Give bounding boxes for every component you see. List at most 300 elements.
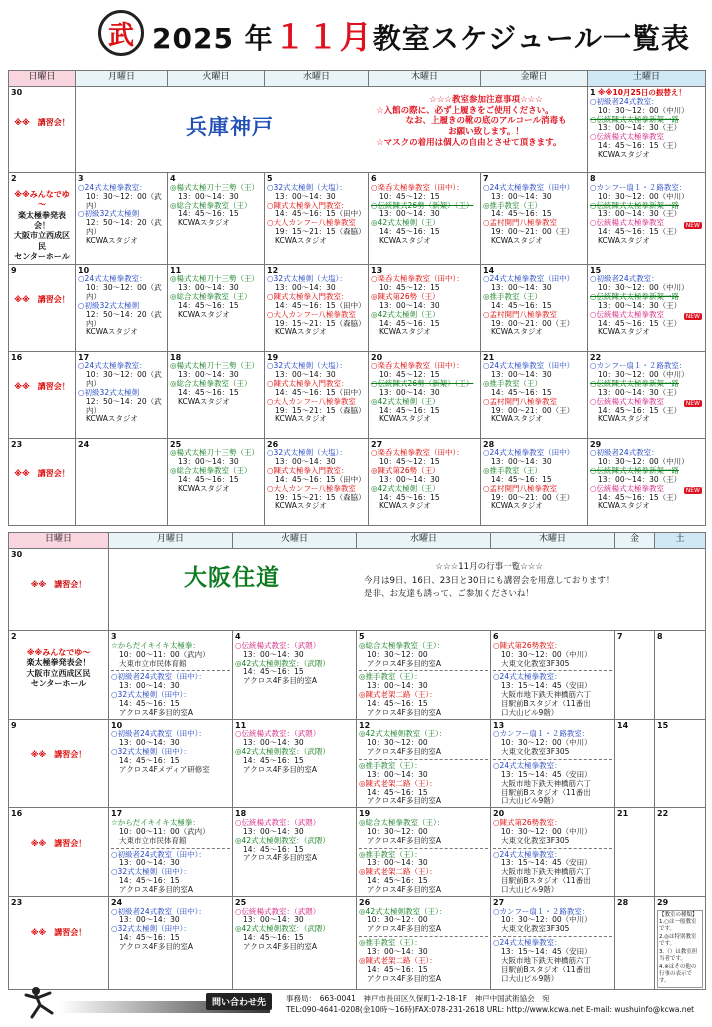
divider [359,848,488,849]
class-list [170,449,262,493]
osaka-week-row [9,631,706,720]
class-line: 14：45～16：15 [367,698,428,708]
class-line: ○32式太極剣（大塩）： [267,361,347,371]
class-line: 14：45～16：15（田中） [275,474,366,484]
class-list [590,184,703,246]
day-number: 20 [493,809,505,819]
osaka-week-row [9,549,706,631]
class-line: アクロス4F多目的室A [367,884,441,894]
class-list [235,642,354,686]
calendar-cell [655,896,706,989]
class-line: 13：15～14：45（安田） [501,769,592,779]
class-line: ○24式太極拳教室： [493,938,562,948]
weekday-header: 月曜日 [109,533,233,549]
class-list [590,362,703,424]
day-number: 10 [111,720,123,730]
class-line: 14：45～16：15 [178,387,239,397]
class-line: ◎推手教室（王） [483,200,543,210]
class-line: ○伝統陳式26勢（新架）（王） [371,379,474,389]
class-line: ○24式太極拳教室（田中） [483,448,575,458]
calendar-cell [357,896,491,989]
class-list [78,362,165,424]
calendar-cell [76,438,168,525]
day-number: 29 [590,439,602,449]
class-line: 14：45～16：15 [379,405,440,415]
day-number: 19 [359,809,371,819]
class-line: ○初級32式太極剣 [78,387,140,397]
class-line: ◎推手教室（王）： [359,849,422,859]
class-list [590,275,703,337]
contact-info: 事務局： 663-0041 神戸市長田区久保町1-2-18-1F 神戸中国武術協会 宛 TEL:090-4641-0208(金10時～16時)FAX:078-231-2618 URL: http://www.kcwa.net E-mail: wushuinfo@kcwa.net [286,994,695,1015]
kobe-schedule-table [8,70,706,526]
calendar-cell [233,719,357,808]
class-line: 13：00～14：30 [491,370,552,380]
event-note: ※※ 講習会！ [30,839,87,849]
class-line: 14：45～16：15 [243,667,304,677]
contact-label: 問い合わせ先 [206,993,272,1010]
class-line: 13：00～14：30 [379,209,440,219]
weekday-header: 木曜日 [369,71,481,87]
day-number: 18 [170,352,182,362]
class-line: KCWAスタジオ [598,414,650,424]
page-title: 2025 年１１月教室スケジュール一覧表 [152,18,691,56]
kobe-location-title: 兵庫神戸 [186,115,274,139]
day-number: 24 [78,439,90,449]
day-number: 29 [657,897,669,907]
class-line: ○24式太極拳教室（田中） [483,361,575,371]
day-number: 13 [493,720,505,730]
day-number: 5 [267,174,273,183]
divider [493,759,612,760]
class-line: ◎推手教室（王） [483,292,543,302]
calendar-cell [615,808,655,897]
class-line: 14：45～16：15 [367,964,428,974]
kobe-banner-cell [76,87,588,173]
class-line: 14：45～16：15 [491,209,552,219]
class-line: 14：45～16：15（田中） [275,209,366,219]
class-line: ○32式太極剣（田中）： [111,924,191,934]
osaka-week-row [9,896,706,989]
kobe-week-row [9,351,706,438]
day-number: 6 [493,632,499,641]
class-line: ◎陳式老架二路（王）： [359,778,437,788]
day-number: 2 [11,174,17,183]
weekday-header: 日曜日 [9,533,109,549]
class-line: 13：00～14：30 [178,370,239,380]
class-line: 19：15～21：15（森脇） [275,492,366,502]
class-line: アクロス4F多目的室A [367,973,441,983]
class-line: 13：00～14：30 [367,769,428,779]
class-line: 13：00～14：30 [119,858,180,868]
class-list [493,939,612,983]
class-line: ◎42式太極剣教室（王）： [359,729,447,739]
day-number: 26 [267,439,279,449]
new-badge: NEW [685,487,700,495]
class-list [111,642,230,669]
class-list [111,673,230,717]
class-line: ○初級32式太極剣 [78,300,140,310]
class-list [78,275,165,337]
class-line: 口大山ビル9階） [501,796,559,806]
class-line: 10：00～11：00（武内） [119,826,210,836]
day-number: 16 [11,809,23,819]
class-line: 13：00～14：30 [243,826,304,836]
class-list [371,362,478,424]
class-line: アクロス4F多目的室A [367,835,441,845]
class-line: 大阪市地下鉄天神橋筋六丁 [501,955,591,965]
class-line: 14：45～16：15 [491,300,552,310]
class-line: KCWAスタジオ [86,327,138,337]
class-line: 13：00～14：30 [367,858,428,868]
day-number: 15 [657,720,669,730]
class-line: ○伝統楊式教室：（武隈） [235,818,321,828]
class-list [590,449,703,511]
calendar-cell [369,264,481,351]
calendar-cell [76,351,168,438]
class-line: ◎陳式第26勢（王） [371,466,440,476]
class-list [359,908,488,935]
event-note: ※※みんなでゆ～ 楽太極拳発表会！ 大阪市立西成区民 センターホール [14,189,70,262]
class-line: 13：00～14：30 [491,283,552,293]
class-line: ○大人カンフー八極拳教室 [267,218,356,228]
class-line: 13：00～14：30（王） [598,387,682,397]
calendar-cell [481,351,588,438]
class-line: ○陳式太極拳入門教室： [267,466,349,476]
calendar-cell [481,173,588,265]
class-line: ○初級者24式教室： [590,96,659,106]
class-line: ○大人カンフー八極拳教室 [267,309,356,319]
event-note: ※※ 講習会！ [14,382,70,392]
class-line: 19：00～21：00（王） [491,318,575,328]
class-list [267,275,366,337]
class-line: アクロス4Fメディア研修室 [119,764,210,774]
calendar-cell [369,173,481,265]
day-number: 7 [617,632,623,641]
divider [359,936,488,937]
class-line: 10：30～12：00（武内） [86,370,162,389]
class-list [493,730,612,757]
class-line: 14：45～16：15 [119,933,180,943]
class-list [111,819,230,846]
class-line: 14：45～16：15 [243,844,304,854]
calendar-cell [491,631,615,720]
calendar-cell [168,173,265,265]
class-line: 14：45～16：15（王） [598,227,682,237]
class-list [267,362,366,424]
class-line: ◎総合太極拳教室（王） [170,200,252,210]
class-line: 口大山ビル9階） [501,973,559,983]
calendar-cell [9,351,76,438]
calendar-cell [491,719,615,808]
class-list [493,819,612,846]
calendar-cell [615,896,655,989]
class-line: 13：00～14：30 [367,947,428,956]
class-line: アクロス4F多目的室A [367,707,441,717]
class-line: ○大人カンフー八極拳教室 [267,396,356,406]
class-line: ○伝統楊式太極拳教室 [590,483,665,493]
day-number: 13 [371,265,383,275]
class-line: ○カンフー扇１・２路教室： [590,182,687,192]
class-line: 14：45～16：15 [119,698,180,708]
class-line: ○初級者24式教室（田中）： [111,729,206,739]
class-line: 口大山ビル9階） [501,884,559,894]
class-line: ○初級者24式教室（田中）： [111,672,206,682]
class-line: KCWAスタジオ [178,309,230,319]
class-list [483,275,585,337]
class-line: ○伝統陳式太極拳新架一路 [590,114,680,124]
association-logo: 武 [98,10,144,56]
class-line: 13：00～14：30 [367,681,428,691]
class-line: 大東市立市民体育館 [119,835,187,845]
day-number: 17 [111,809,123,819]
class-line: ○初級者24式教室（田中）： [111,906,206,916]
class-line: ○初級者24式教室： [590,274,659,284]
calendar-cell [9,173,76,265]
class-list [483,449,585,511]
new-badge: NEW [685,400,700,408]
class-line: アクロス4F多目的室A [367,924,441,934]
day-number: 6 [371,174,377,183]
calendar-cell [9,631,109,720]
class-line: 10：30～12：00 [367,738,428,748]
class-line: KCWAスタジオ [275,235,327,245]
day-number: 30 [11,550,23,559]
kobe-week-row [9,173,706,265]
calendar-cell [233,631,357,720]
class-line: 13：00～14：30（王） [598,300,682,310]
class-line: ○32式太極剣（大塩）： [267,274,347,284]
day-number: 27 [371,439,383,449]
day-number: 22 [590,352,602,362]
calendar-cell [615,719,655,808]
calendar-cell [109,896,233,989]
class-line: アクロス4F多目的室A [243,764,317,774]
class-line: KCWAスタジオ [598,327,650,337]
event-note: ※※ 講習会！ [30,927,87,937]
martial-artist-icon [22,985,62,1021]
class-line: アクロス4F多目的室A [367,658,441,668]
day-number: 28 [617,897,629,907]
osaka-location-title: 大阪住道 [184,565,280,591]
class-line: ○カンフー扇１・２路教室： [590,361,687,371]
class-line: 13：00～14：30 [178,191,239,201]
class-list [493,851,612,895]
class-line: 12：50～14：20（武内） [86,396,162,415]
class-line: 14：45～16：15 [379,227,440,237]
class-line: 10：30～12：00 [367,649,428,659]
calendar-cell [481,264,588,351]
class-line: KCWAスタジオ [86,235,138,245]
osaka-events: ☆☆☆11月の行事一覧☆☆☆ 今月は9日、16日、23日と30日にも講習会を用意しております！ 是非、お友達も誘って、ご参加くださいね！ [364,562,615,600]
class-line: 13：00～14：30 [178,457,239,467]
class-list [78,184,165,246]
class-line: 14：45～16：15（田中） [275,300,366,310]
calendar-cell [357,631,491,720]
calendar-cell [655,719,706,808]
class-line: ○陳式第26勢教室： [493,640,562,650]
class-line: アクロス4F多目的室A [119,884,193,894]
class-line: KCWAスタジオ [598,149,650,159]
page-header [0,0,712,66]
calendar-cell [9,438,76,525]
calendar-cell [9,549,109,631]
divider [111,848,230,849]
class-line: 14：45～16：15 [379,318,440,328]
class-line: 14：45～16：15（王） [598,405,682,415]
class-line: ○楽呑太極拳教室（田中）： [371,448,464,458]
class-line: KCWAスタジオ [491,414,543,424]
class-line: 13：00～14：30（王） [598,209,682,219]
class-list [359,762,488,806]
class-line: 14：45～16：15 [367,787,428,797]
calendar-cell [168,351,265,438]
day-number: 12 [359,720,371,730]
calendar-cell [655,631,706,720]
class-list [235,730,354,774]
class-line: 10：30～12：00（中川） [501,826,592,836]
weekday-header: 土 [655,533,706,549]
class-line: 大東文化教室3F305 [501,924,570,934]
class-line: 13：00～14：30 [275,457,336,467]
class-line: KCWAスタジオ [178,396,230,406]
class-list [483,184,585,246]
class-line: 13：00～14：30 [275,370,336,380]
weekday-header: 金曜日 [481,71,588,87]
calendar-cell [357,719,491,808]
event-note: ※※ 講習会！ [30,750,87,760]
class-line: 大阪市地下鉄天神橋筋六丁 [501,778,591,788]
class-line: 13：00～14：30（王） [598,474,682,484]
class-line: 大東文化教室3F305 [501,835,570,845]
class-line: ◎陳式老架二路（王）： [359,867,437,877]
class-line: ◎推手教室（王） [483,379,543,389]
class-line: 14：45～16：15 [178,300,239,310]
class-line: 19：15～21：15（森脇） [275,405,366,415]
class-list [235,819,354,863]
class-line: ○初級者24式教室： [590,448,659,458]
class-list [371,449,478,511]
kobe-week-row [9,438,706,525]
class-line: 13：00～14：30 [491,457,552,467]
class-line: 大阪市地下鉄天神橋筋六丁 [501,690,591,700]
class-line: 13：00～14：30 [243,738,304,748]
class-line: 10：45～12：15 [379,370,440,380]
class-line: ○32式太極剣（田中）： [111,690,191,700]
class-line: 10：30～12：00（中川） [598,457,689,467]
class-line: 大東市立市民体育館 [119,658,187,668]
class-list [267,449,366,511]
page-footer [0,983,712,1027]
calendar-cell [615,631,655,720]
class-line: ○伝統陳式太極拳新架一路 [590,379,680,389]
day-number: 17 [78,352,90,362]
class-line: ○陳式太極拳入門教室： [267,379,349,389]
class-line: ○24式太極拳教室： [493,849,562,859]
class-list [590,98,703,160]
class-line: ○32式太極剣（大塩）： [267,182,347,192]
class-line: 10：30～12：00（武内） [86,191,162,210]
day-number: 20 [371,352,383,362]
class-line: 12：50～14：20（武内） [86,218,162,237]
class-line: 10：30～12：00 [367,915,428,925]
class-line: ○伝統楊式太極拳教室 [590,218,665,228]
weekday-header: 火曜日 [168,71,265,87]
day-number: 1 [590,88,596,97]
class-line: ○大人カンフー八極拳教室 [267,483,356,493]
class-line: ○24式太極拳教室： [78,182,147,192]
class-line: 13：00～14：30 [491,191,552,201]
class-line: ◎推手教室（王） [483,466,543,476]
class-line: 19：00～21：00（王） [491,492,575,502]
class-line: 10：30～12：00（中川） [598,283,689,293]
class-line: 13：15～14：45（安田） [501,681,592,691]
class-line: ○24式太極拳教室： [493,672,562,682]
class-line: ◎総合太極拳教室（王） [170,292,252,302]
day-number: 22 [657,809,669,819]
osaka-schedule-table [8,532,706,990]
class-line: KCWAスタジオ [86,414,138,424]
class-line: ◎42式太極剣教室：（武隈） [235,658,330,668]
calendar-cell [9,808,109,897]
day-number: 10 [78,265,90,275]
class-line: アクロス4F多目的室A [243,853,317,863]
class-line: 13：00～14：30 [379,387,440,397]
class-list [359,851,488,895]
class-list [359,673,488,717]
class-line: 13：00～14：30（王） [598,123,682,133]
class-line: 14：45～16：15 [178,209,239,219]
class-list [493,642,612,669]
class-line: KCWAスタジオ [275,501,327,511]
class-line: 13：00～14：30 [119,738,180,748]
day-number: 7 [483,174,489,183]
class-line: ◎楊式太極刀十三勢（王） [170,361,260,371]
class-line: ○初級32式太極剣 [78,209,140,219]
class-line: 13：00～14：30 [243,915,304,925]
class-line: ○伝統楊式太極拳教室 [590,132,665,142]
class-line: 10：30～12：00（中川） [501,738,592,748]
day-number: 8 [590,174,596,183]
class-line: 10：30～12：00（中川） [501,915,592,925]
day-number: 14 [483,265,495,275]
class-line: KCWAスタジオ [491,235,543,245]
class-line: 大東文化教室3F305 [501,747,570,757]
day-number: 28 [483,439,495,449]
class-line: 目駅前Bスタジオ（11番出 [501,876,591,886]
class-line: ○楽呑太極拳教室（田中）： [371,274,464,284]
day-number: 2 [11,632,17,641]
class-line: ○カンフー扇１・２路教室： [493,729,590,739]
calendar-cell [481,438,588,525]
calendar-cell [9,87,76,173]
day-number: 11 [235,720,247,730]
calendar-cell [9,719,109,808]
calendar-cell [265,438,369,525]
calendar-cell [168,438,265,525]
calendar-cell [588,438,706,525]
class-list [359,642,488,669]
class-line: ◎42式太極剣教室：（武隈） [235,747,330,757]
calendar-cell [76,264,168,351]
class-line: ◎楊式太極刀十三勢（王） [170,182,260,192]
class-line: ○24式太極拳教室（田中） [483,274,575,284]
class-line: ○伝統楊式太極拳教室 [590,309,665,319]
class-line: 10：00～11：00（武内） [119,649,210,659]
event-note: ※※ 講習会！ [30,579,87,589]
class-line: 10：30～12：00（中川） [501,649,592,659]
class-line: ○孟村開門八極拳教室 [483,483,558,493]
class-line: ☆からだイキイキ太極拳： [111,640,200,650]
